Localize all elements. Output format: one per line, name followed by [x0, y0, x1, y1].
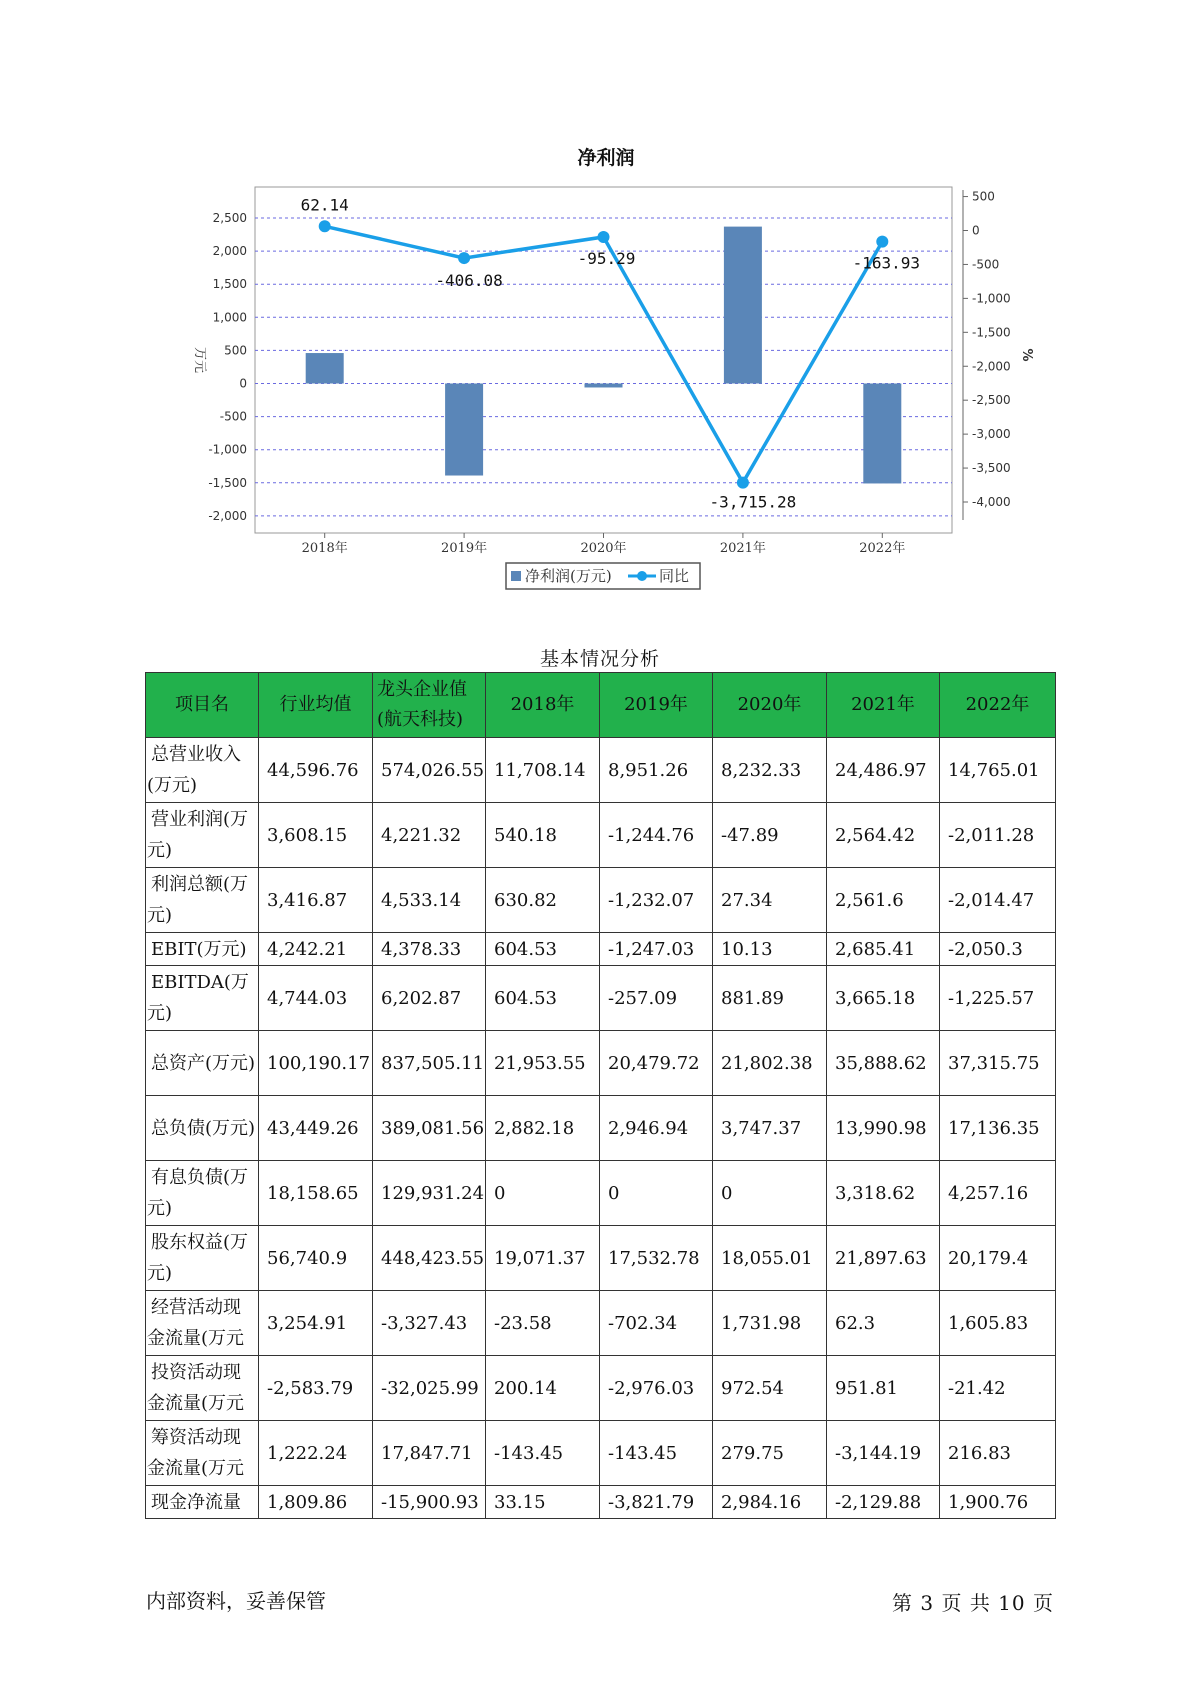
bar-net-profit: [445, 384, 483, 476]
value-cell: -3,327.43: [373, 1291, 486, 1356]
value-cell: 1,900.76: [940, 1486, 1056, 1519]
value-cell: -3,821.79: [600, 1486, 713, 1519]
value-cell: 0: [600, 1161, 713, 1226]
yoy-data-label: -406.08: [435, 271, 503, 291]
y2-tick-label: -1,000: [972, 291, 1011, 306]
value-cell: 20,479.72: [600, 1031, 713, 1096]
x-tick-label: 2021年: [719, 541, 766, 556]
row-label-cell: 总营业收入(万元): [146, 738, 259, 803]
value-cell: -2,129.88: [827, 1486, 940, 1519]
row-label-cell: 总负债(万元): [146, 1096, 259, 1161]
value-cell: 3,665.18: [827, 966, 940, 1031]
header-cell: 2020年: [713, 673, 827, 738]
yoy-point: [737, 477, 749, 489]
yoy-data-label: 62.14: [300, 195, 349, 215]
value-cell: 972.54: [713, 1356, 827, 1421]
bar-net-profit: [585, 384, 623, 388]
yoy-point: [876, 236, 888, 248]
value-cell: 62.3: [827, 1291, 940, 1356]
y2-tick-label: -3,500: [972, 461, 1011, 476]
header-cell: 行业均值: [259, 673, 373, 738]
row-label-cell: 股东权益(万元): [146, 1226, 259, 1291]
bar-net-profit: [863, 384, 901, 484]
value-cell: 4,533.14: [373, 868, 486, 933]
value-cell: 1,809.86: [259, 1486, 373, 1519]
y2-tick-label: -500: [972, 257, 1000, 272]
value-cell: 2,984.16: [713, 1486, 827, 1519]
value-cell: 21,953.55: [486, 1031, 600, 1096]
table-row: [146, 966, 1056, 1031]
value-cell: 3,608.15: [259, 803, 373, 868]
table-row: [146, 1096, 1056, 1161]
bar-net-profit: [306, 353, 344, 383]
value-cell: 21,802.38: [713, 1031, 827, 1096]
value-cell: -21.42: [940, 1356, 1056, 1421]
table-header-row: [146, 673, 1056, 738]
y-axis-title: 万元: [192, 346, 207, 374]
value-cell: 8,951.26: [600, 738, 713, 803]
value-cell: -23.58: [486, 1291, 600, 1356]
value-cell: 2,685.41: [827, 933, 940, 966]
value-cell: 4,221.32: [373, 803, 486, 868]
y2-tick-label: -2,000: [972, 359, 1011, 374]
value-cell: -143.45: [600, 1421, 713, 1486]
row-label-cell: 有息负债(万元): [146, 1161, 259, 1226]
value-cell: 540.18: [486, 803, 600, 868]
value-cell: 837,505.11: [373, 1031, 486, 1096]
value-cell: 100,190.17: [259, 1031, 373, 1096]
value-cell: 951.81: [827, 1356, 940, 1421]
table-row: [146, 1226, 1056, 1291]
value-cell: 0: [713, 1161, 827, 1226]
y-tick-label: -1,000: [208, 442, 247, 457]
value-cell: 2,946.94: [600, 1096, 713, 1161]
yoy-data-label: -3,715.28: [709, 492, 797, 512]
value-cell: -2,976.03: [600, 1356, 713, 1421]
value-cell: 2,882.18: [486, 1096, 600, 1161]
table-row: [146, 1031, 1056, 1096]
value-cell: 604.53: [486, 933, 600, 966]
row-label-cell: 营业利润(万元): [146, 803, 259, 868]
value-cell: 24,486.97: [827, 738, 940, 803]
header-cell: 龙头企业值(航天科技): [373, 673, 486, 738]
net-profit-chart: [0, 0, 1191, 600]
chart-title: 净利润: [577, 147, 635, 169]
value-cell: 1,222.24: [259, 1421, 373, 1486]
y2-tick-label: -3,000: [972, 427, 1011, 442]
value-cell: 574,026.55: [373, 738, 486, 803]
value-cell: 6,202.87: [373, 966, 486, 1031]
value-cell: -2,014.47: [940, 868, 1056, 933]
value-cell: 1,605.83: [940, 1291, 1056, 1356]
value-cell: 17,136.35: [940, 1096, 1056, 1161]
table-row: [146, 738, 1056, 803]
value-cell: 18,158.65: [259, 1161, 373, 1226]
table-row: [146, 803, 1056, 868]
y-tick-label: -1,500: [208, 475, 247, 490]
x-tick-label: 2020年: [580, 541, 627, 556]
value-cell: 129,931.24: [373, 1161, 486, 1226]
y-tick-label: 0: [239, 376, 247, 391]
header-cell: 项目名: [146, 673, 259, 738]
value-cell: 630.82: [486, 868, 600, 933]
value-cell: 3,318.62: [827, 1161, 940, 1226]
legend-yoy-label: 同比: [659, 567, 690, 585]
yoy-point: [598, 231, 610, 243]
y-tick-label: 1,000: [212, 310, 247, 325]
value-cell: 279.75: [713, 1421, 827, 1486]
value-cell: 604.53: [486, 966, 600, 1031]
value-cell: 200.14: [486, 1356, 600, 1421]
y2-tick-label: -1,500: [972, 325, 1011, 340]
value-cell: 17,532.78: [600, 1226, 713, 1291]
value-cell: -1,244.76: [600, 803, 713, 868]
value-cell: 2,564.42: [827, 803, 940, 868]
value-cell: 21,897.63: [827, 1226, 940, 1291]
y2-axis-title: %: [1019, 348, 1034, 362]
value-cell: 4,378.33: [373, 933, 486, 966]
value-cell: 44,596.76: [259, 738, 373, 803]
value-cell: -257.09: [600, 966, 713, 1031]
legend-line-marker: [637, 571, 647, 581]
value-cell: -143.45: [486, 1421, 600, 1486]
value-cell: 2,561.6: [827, 868, 940, 933]
table-row: [146, 868, 1056, 933]
value-cell: 33.15: [486, 1486, 600, 1519]
y-tick-label: 500: [224, 343, 247, 358]
yoy-data-label: -95.29: [577, 248, 636, 268]
value-cell: 14,765.01: [940, 738, 1056, 803]
y-tick-label: 1,500: [212, 277, 247, 292]
x-tick-label: 2018年: [301, 541, 348, 556]
value-cell: 19,071.37: [486, 1226, 600, 1291]
row-label-cell: 投资活动现金流量(万元: [146, 1356, 259, 1421]
yoy-data-label: -163.93: [852, 253, 921, 273]
value-cell: 3,254.91: [259, 1291, 373, 1356]
table-row: [146, 1291, 1056, 1356]
value-cell: 389,081.56: [373, 1096, 486, 1161]
value-cell: 35,888.62: [827, 1031, 940, 1096]
value-cell: 448,423.55: [373, 1226, 486, 1291]
footer-confidential-note: 内部资料，妥善保管: [146, 1589, 326, 1613]
value-cell: 17,847.71: [373, 1421, 486, 1486]
x-tick-label: 2022年: [859, 541, 906, 556]
value-cell: 0: [486, 1161, 600, 1226]
row-label-cell: 利润总额(万元): [146, 868, 259, 933]
table-row: [146, 1421, 1056, 1486]
yoy-point: [458, 252, 470, 264]
y-tick-label: -500: [219, 409, 247, 424]
legend-net-profit-label: 净利润(万元): [525, 567, 612, 585]
table-caption: 基本情况分析: [539, 648, 660, 670]
value-cell: 11,708.14: [486, 738, 600, 803]
value-cell: -702.34: [600, 1291, 713, 1356]
value-cell: 1,731.98: [713, 1291, 827, 1356]
table-row: [146, 1486, 1056, 1519]
header-cell: 2021年: [827, 673, 940, 738]
y-tick-label: 2,000: [212, 244, 247, 259]
value-cell: -32,025.99: [373, 1356, 486, 1421]
value-cell: 18,055.01: [713, 1226, 827, 1291]
value-cell: -15,900.93: [373, 1486, 486, 1519]
table-row: [146, 1356, 1056, 1421]
value-cell: 3,416.87: [259, 868, 373, 933]
footer-page-number: 第 3 页 共 10 页: [892, 1591, 1054, 1615]
value-cell: -2,011.28: [940, 803, 1056, 868]
value-cell: 4,242.21: [259, 933, 373, 966]
legend-bar-swatch: [511, 571, 521, 581]
chart-canvas: [0, 0, 1191, 600]
value-cell: -2,050.3: [940, 933, 1056, 966]
row-label-cell: 总资产(万元): [146, 1031, 259, 1096]
basic-analysis-table: [145, 672, 1056, 1519]
value-cell: 13,990.98: [827, 1096, 940, 1161]
row-label-cell: 经营活动现金流量(万元: [146, 1291, 259, 1356]
value-cell: 3,747.37: [713, 1096, 827, 1161]
value-cell: -1,247.03: [600, 933, 713, 966]
value-cell: 10.13: [713, 933, 827, 966]
value-cell: 43,449.26: [259, 1096, 373, 1161]
y2-tick-label: -2,500: [972, 393, 1011, 408]
value-cell: 4,744.03: [259, 966, 373, 1031]
value-cell: 8,232.33: [713, 738, 827, 803]
row-label-cell: EBITDA(万元): [146, 966, 259, 1031]
value-cell: 881.89: [713, 966, 827, 1031]
value-cell: 4,257.16: [940, 1161, 1056, 1226]
value-cell: -1,232.07: [600, 868, 713, 933]
value-cell: -1,225.57: [940, 966, 1056, 1031]
header-cell: 2018年: [486, 673, 600, 738]
y2-tick-label: 500: [972, 189, 995, 204]
header-cell: 2019年: [600, 673, 713, 738]
value-cell: 20,179.4: [940, 1226, 1056, 1291]
bar-net-profit: [724, 227, 762, 384]
y2-tick-label: 0: [972, 223, 980, 238]
row-label-cell: EBIT(万元): [146, 933, 259, 966]
header-cell: 2022年: [940, 673, 1056, 738]
y-tick-label: -2,000: [208, 508, 247, 523]
value-cell: -3,144.19: [827, 1421, 940, 1486]
x-tick-label: 2019年: [441, 541, 488, 556]
value-cell: -2,583.79: [259, 1356, 373, 1421]
value-cell: -47.89: [713, 803, 827, 868]
value-cell: 27.34: [713, 868, 827, 933]
row-label-cell: 现金净流量: [146, 1486, 259, 1519]
yoy-point: [319, 220, 331, 232]
value-cell: 37,315.75: [940, 1031, 1056, 1096]
row-label-cell: 筹资活动现金流量(万元: [146, 1421, 259, 1486]
table-row: [146, 1161, 1056, 1226]
table-row: [146, 933, 1056, 966]
y-tick-label: 2,500: [212, 211, 247, 225]
y2-tick-label: -4,000: [972, 495, 1011, 509]
value-cell: 216.83: [940, 1421, 1056, 1486]
value-cell: 56,740.9: [259, 1226, 373, 1291]
